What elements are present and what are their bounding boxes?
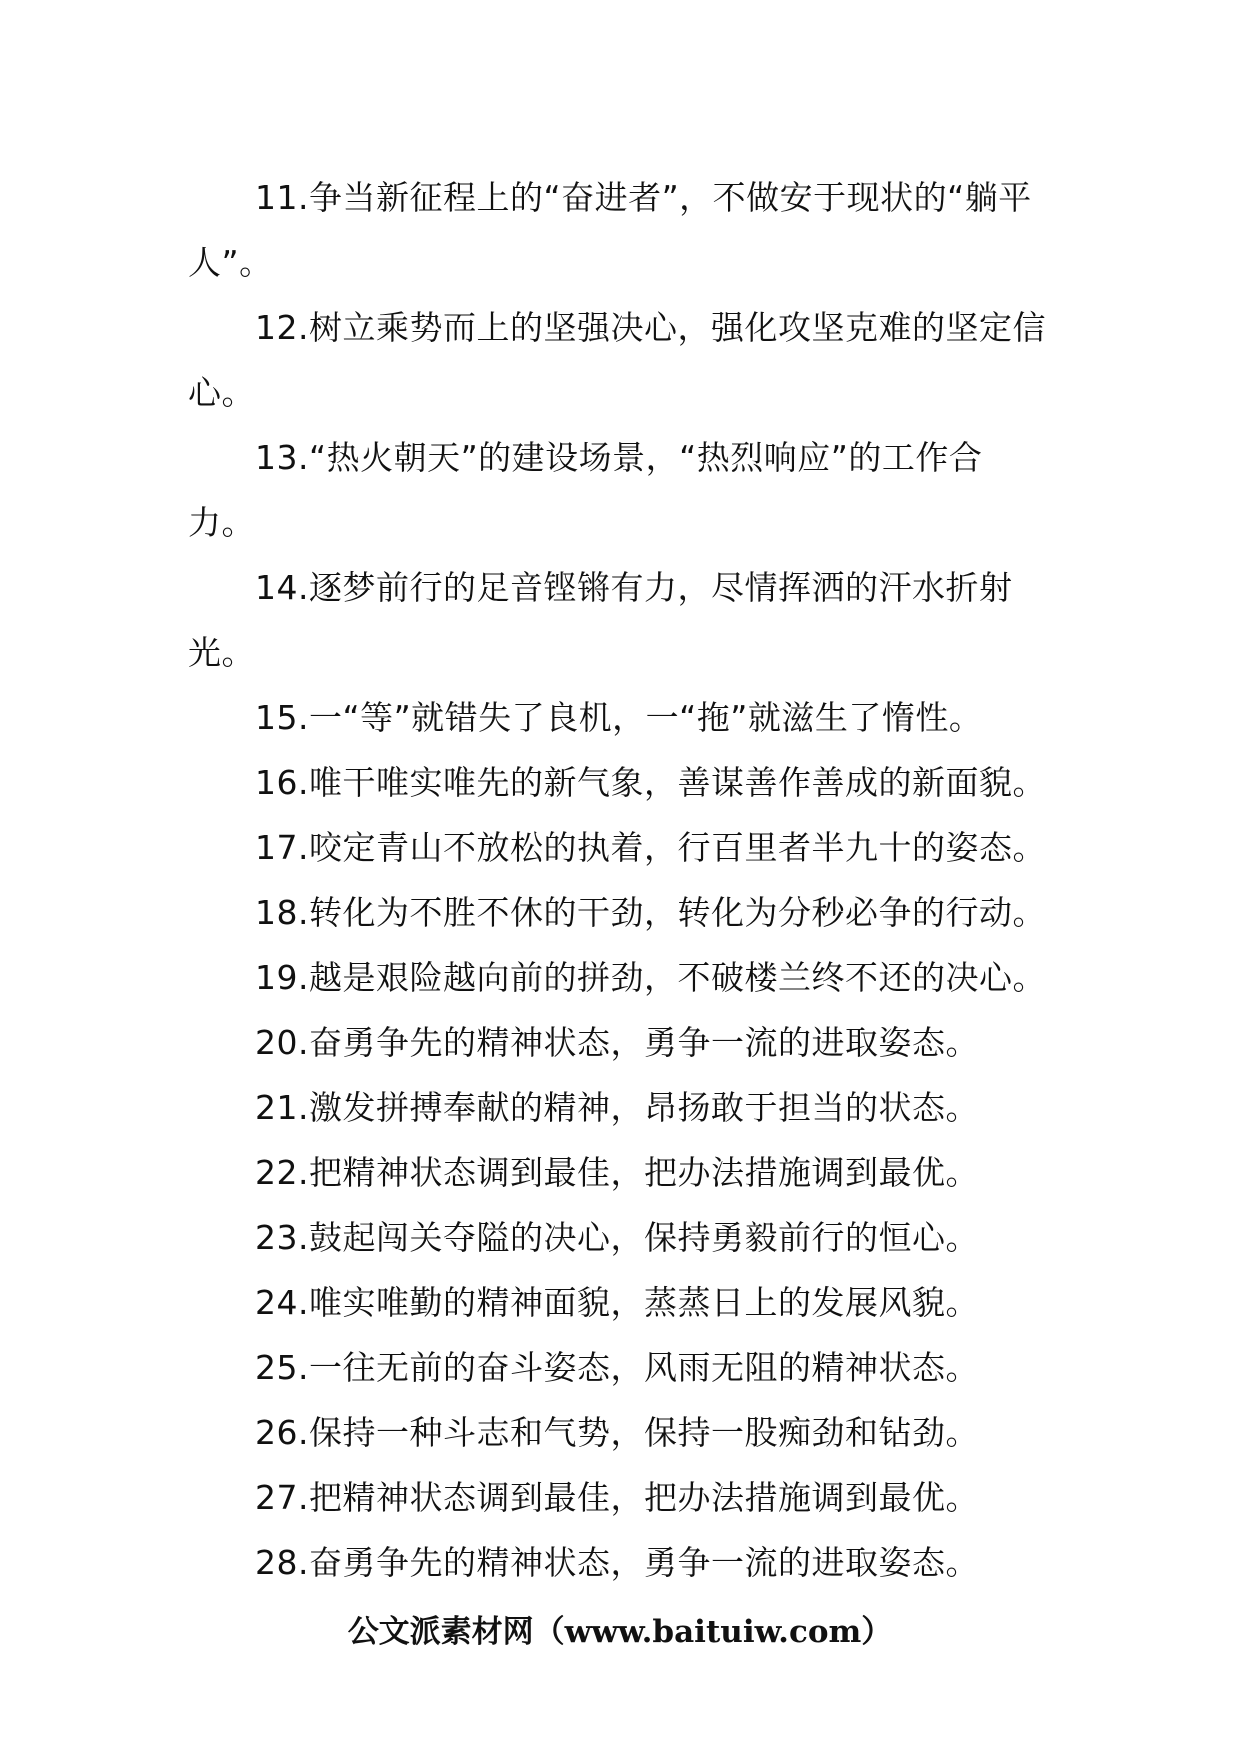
list-item: 22.把精神状态调到最佳，把办法措施调到最优。: [255, 1153, 979, 1192]
list-item: 19.越是艰险越向前的拼劲，不破楼兰终不还的决心。: [255, 958, 1046, 997]
list-item: 27.把精神状态调到最佳，把办法措施调到最优。: [255, 1478, 979, 1517]
list-item: 13.“热火朝天”的建设场景，“热烈响应”的工作合力。: [188, 438, 983, 542]
document-body: [188, 165, 1048, 1595]
footer-source-text: 公文派素材网（www.baituiw.com）: [347, 1614, 893, 1650]
list-item: 14.逐梦前行的足音铿锵有力，尽情挥洒的汗水折射光。: [188, 568, 1013, 672]
list-item: 17.咬定青山不放松的执着，行百里者半九十的姿态。: [255, 828, 1046, 867]
list-item: 21.激发拼搏奉献的精神，昂扬敢于担当的状态。: [255, 1088, 979, 1127]
list-item: 24.唯实唯勤的精神面貌，蒸蒸日上的发展风貌。: [255, 1283, 979, 1322]
list-item: 15.一“等”就错失了良机，一“拖”就滋生了惰性。: [255, 698, 983, 737]
list-item: 12.树立乘势而上的坚强决心，强化攻坚克难的坚定信心。: [188, 308, 1046, 412]
list-item: 16.唯干唯实唯先的新气象，善谋善作善成的新面貌。: [255, 763, 1046, 802]
list-item: 11.争当新征程上的“奋进者”，不做安于现状的“躺平人”。: [188, 178, 1032, 282]
list-item: 23.鼓起闯关夺隘的决心，保持勇毅前行的恒心。: [255, 1218, 979, 1257]
list-item: 28.奋勇争先的精神状态，勇争一流的进取姿态。: [255, 1543, 979, 1582]
list-item: 20.奋勇争先的精神状态，勇争一流的进取姿态。: [255, 1023, 979, 1062]
list-item: 18.转化为不胜不休的干劲，转化为分秒必争的行动。: [255, 893, 1046, 932]
list-item: 26.保持一种斗志和气势，保持一股痴劲和钻劲。: [255, 1413, 979, 1452]
list-item: 25.一往无前的奋斗姿态，风雨无阻的精神状态。: [255, 1348, 979, 1387]
